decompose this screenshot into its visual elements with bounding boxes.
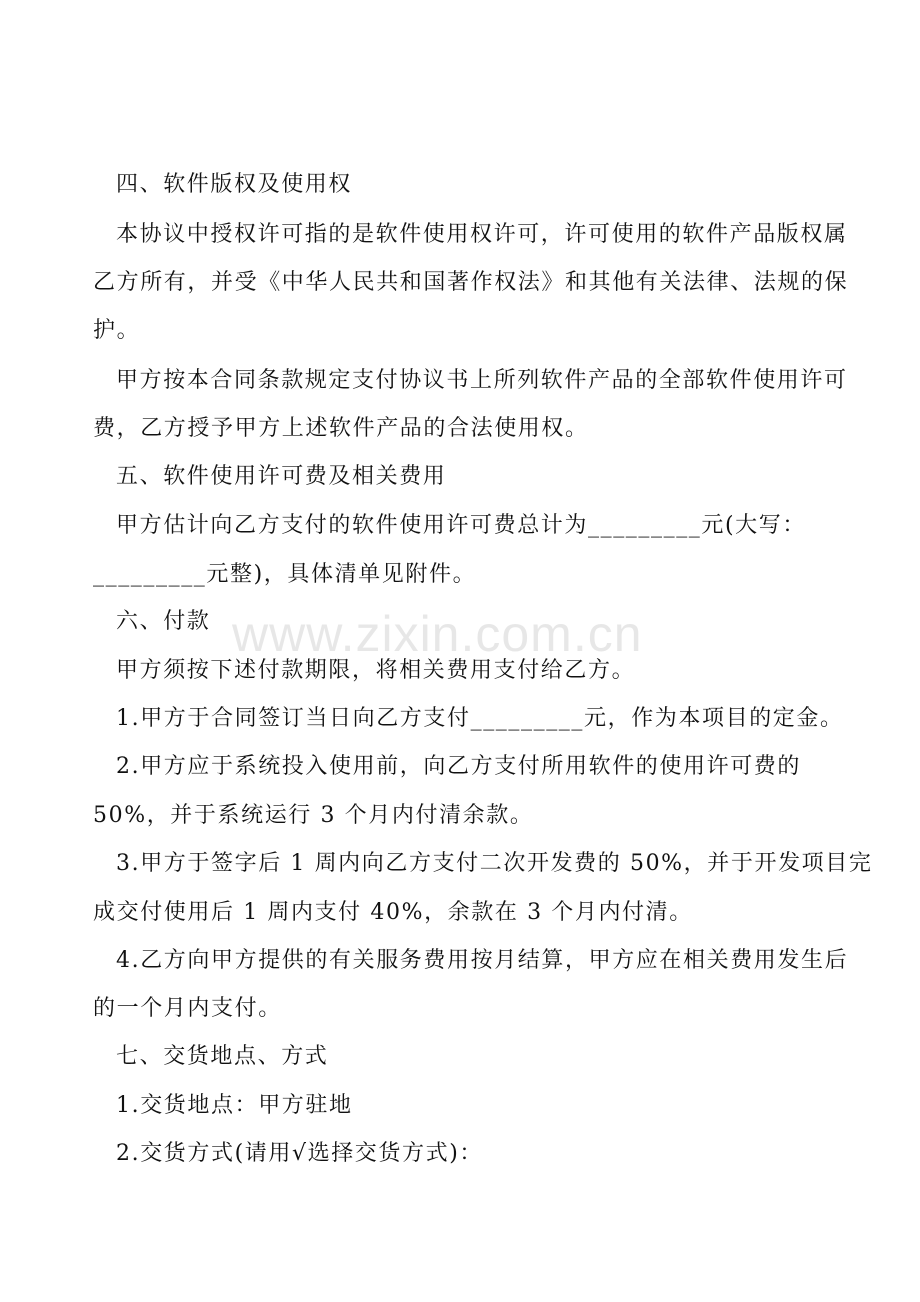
paragraph-line: _________元整)，具体清单见附件。 (93, 562, 477, 587)
list-item-3-continued: 成交付使用后 1 周内支付 40%，余款在 3 个月内付清。 (93, 900, 693, 925)
list-item-4: 4.乙方向甲方提供的有关服务费用按月结算，甲方应在相关费用发生后 (116, 948, 849, 973)
list-item-4-continued: 的一个月内支付。 (93, 996, 282, 1021)
paragraph-line: 甲方按本合同条款规定支付协议书上所列软件产品的全部软件使用许可 (116, 368, 848, 393)
list-item-1: 1.甲方于合同签订当日向乙方支付_________元，作为本项目的定金。 (116, 706, 844, 731)
section-heading-6: 六、付款 (116, 609, 211, 634)
paragraph-line: 乙方所有，并受《中华人民共和国著作权法》和其他有关法律、法规的保 (93, 270, 849, 295)
list-item-2: 2.甲方应于系统投入使用前，向乙方支付所用软件的使用许可费的 (116, 754, 801, 779)
section-heading-4: 四、软件版权及使用权 (116, 172, 353, 197)
section-heading-7: 七、交货地点、方式 (116, 1044, 329, 1069)
delivery-method: 2.交货方式(请用√选择交货方式)： (116, 1141, 483, 1166)
paragraph-line: 费，乙方授予甲方上述软件产品的合法使用权。 (93, 416, 589, 441)
delivery-location: 1.交货地点：甲方驻地 (116, 1093, 353, 1118)
list-item-2-continued: 50%，并于系统运行 3 个月内付清余款。 (93, 803, 534, 828)
section-heading-5: 五、软件使用许可费及相关费用 (116, 464, 447, 489)
watermark: www.zixin.com.cn (232, 606, 643, 662)
paragraph-line: 护。 (93, 318, 141, 343)
paragraph-line: 甲方估计向乙方支付的软件使用许可费总计为_________元(大写： (116, 513, 806, 538)
list-item-3: 3.甲方于签字后 1 周内向乙方支付二次开发费的 50%，并于开发项目完 (116, 851, 873, 876)
paragraph-line: 本协议中授权许可指的是软件使用权许可，许可使用的软件产品版权属 (116, 222, 848, 247)
paragraph-line: 甲方须按下述付款期限，将相关费用支付给乙方。 (116, 658, 636, 683)
